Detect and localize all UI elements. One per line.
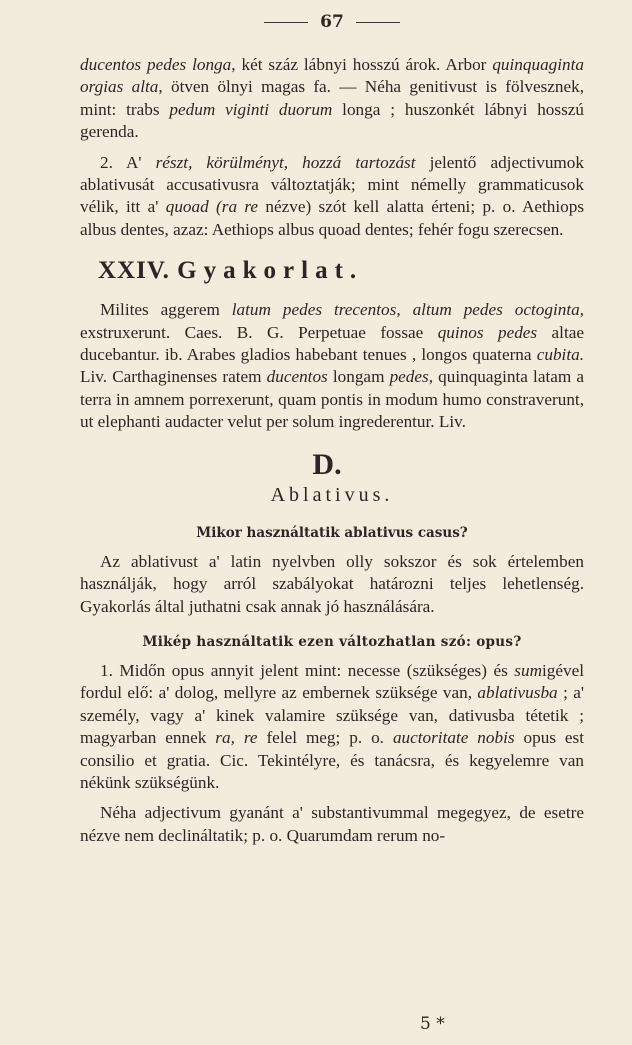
text-span: longa ; huszonkét lábnyi hosszú gerenda.: [80, 99, 584, 142]
text-span: , ötven ölnyi magas fa. — Néha genitivust is fölvesznek, mint: trabs: [80, 77, 584, 119]
text-span: , két száz lábnyi hosszú árok. Arbor: [231, 55, 493, 74]
latin-phrase: pedum viginti duorum: [169, 99, 333, 119]
section-title-ablativus: Ablativus.: [270, 483, 394, 506]
latin-phrase: cubita.: [536, 345, 584, 365]
text-span: 1. Midőn opus annyit jelent mint: necesse (szükséges) és: [100, 660, 515, 680]
paragraph-rule-2: [80, 152, 584, 242]
question-heading-1: Mikor használtatik ablativus casus?: [196, 524, 468, 541]
text-span: ; a' személy, vagy a' kinek valamire szüksége van, dativusba tétetik ; magyarban ennek: [80, 683, 584, 748]
latin-phrase: pedes: [389, 367, 429, 387]
page-number: 67: [320, 12, 344, 32]
section-title: Gyakorlat.: [177, 257, 364, 285]
text-span: 2. A': [100, 152, 156, 172]
section-letter: D.: [312, 447, 342, 481]
italic-phrase: ra, re: [215, 728, 258, 748]
latin-phrase: quinos pedes: [437, 322, 538, 342]
italic-phrase: sum: [514, 660, 542, 680]
italic-phrase: ablativusba: [477, 683, 558, 703]
paragraph-dimensions: [80, 54, 584, 144]
text-span: Milites aggerem: [100, 300, 232, 320]
text-span: longam: [327, 367, 390, 387]
text-span: felel meg; p. o.: [257, 728, 393, 748]
paragraph-opus-adjective: Néha adjectivum gyanánt a' substantivummal megegyez, de esetre nézve nem declináltatik; p. o. Quarumdam rerum no-: [80, 803, 584, 845]
question-heading-2: Mikép használtatik ezen változhatlan szó: opus?: [142, 633, 522, 650]
text-span: , exstruxerunt. Caes. B. G. Perpetuae fossae: [80, 300, 584, 342]
latin-phrase: quinquaginta orgias alta: [80, 55, 584, 97]
latin-phrase: ducentos pedes longa: [80, 55, 232, 74]
text-span: nézve) szót kell alatta érteni; p. o. Aethiops albus dentes, azaz: Aethiops albus quoad dentes; fehér fogu szerecsen.: [80, 197, 585, 239]
paragraph-opus-rule-1: [80, 660, 584, 794]
text-span: jelentő adjectivumok ablativusát accusativusra változtatják; mint némelly grammaticusok vélik, itt a': [80, 152, 584, 217]
section-number: XXIV.: [98, 257, 170, 285]
signature-mark: 5 *: [420, 1014, 445, 1034]
text-span: Liv. Carthaginenses ratem: [80, 367, 267, 387]
paragraph-ablativus-intro: Az ablativust a' latin nyelvben olly sokszor és sok értelemben használják, hogy arról szabályokat határozni teljes lehetlenség. Gyakorlás által juthatni csak annak jó használására.: [80, 551, 584, 616]
italic-phrase: részt, körülményt, hozzá tartozást: [155, 152, 416, 172]
latin-phrase: auctoritate nobis: [392, 728, 515, 748]
header-rule-right: [356, 22, 400, 23]
text-span: igével fordul elő: a' dolog, mellyre az embernek szüksége van,: [80, 660, 584, 703]
latin-phrase: latum pedes trecentos, altum pedes octoginta: [231, 300, 580, 320]
header-rule-left: [264, 22, 308, 23]
text-span: altae ducebantur. ib. Arabes gladios habebant tenues , longos quaterna: [80, 322, 584, 365]
section-heading-xxiv: [98, 257, 584, 285]
page-header: [80, 12, 584, 32]
text-span: , quinquaginta latam a terra in amnem porrexerunt, quam pontis in modum humo constraverunt, ut elephanti audacter velut per solum ingrederentur. Liv.: [80, 367, 584, 432]
italic-phrase: quoad (ra re: [165, 197, 259, 217]
paragraph-exercise: [80, 299, 584, 433]
latin-phrase: ducentos: [266, 367, 328, 387]
text-span: opus est consilio et gratia. Cic. Tekintélyre, és tanácsra, és kegyelemre van nékünk szükségünk.: [80, 728, 585, 792]
